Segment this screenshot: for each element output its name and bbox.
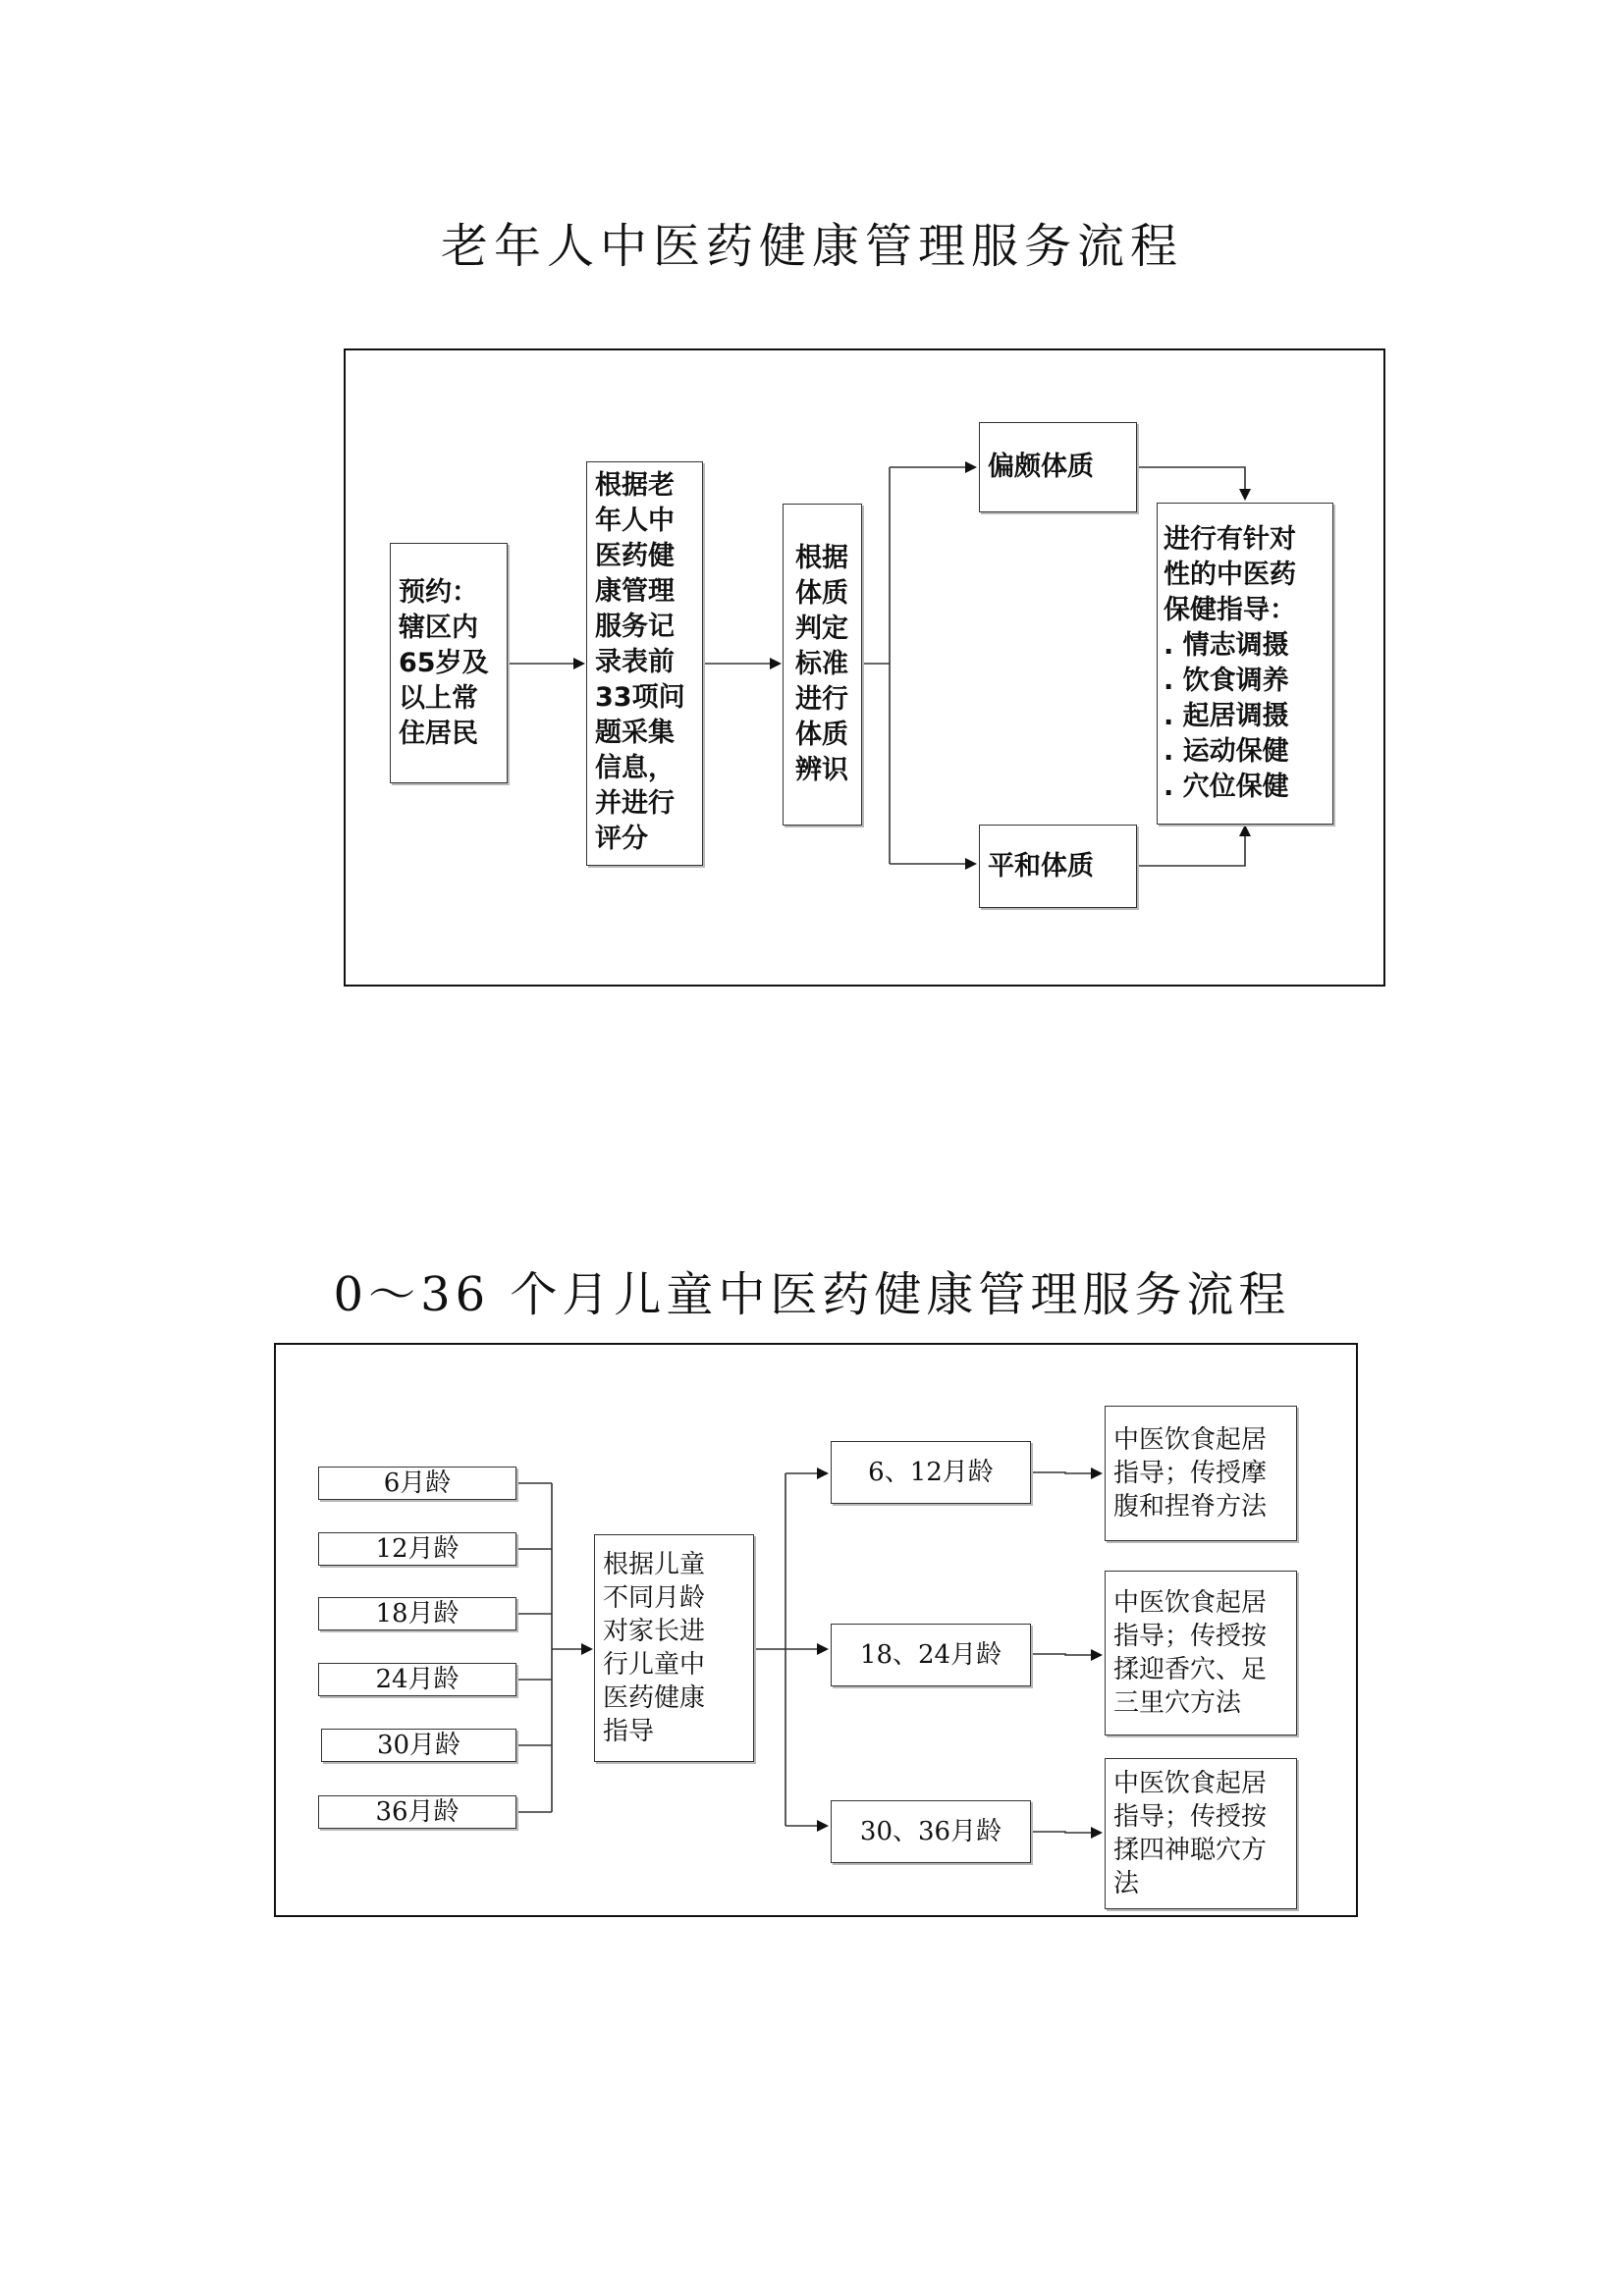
node-collect-line: 33项问 (595, 682, 685, 713)
age-box-18 (318, 1597, 516, 1630)
guide-box-6-12 (1105, 1406, 1297, 1541)
node-collect-line: 并进行 (595, 788, 675, 819)
group-label: 30、36月龄 (859, 1817, 1002, 1846)
age-label: 12月龄 (375, 1534, 460, 1564)
node-balanced-label: 平和体质 (988, 850, 1094, 881)
node-constitution-identify (783, 504, 862, 826)
node-identify-line: 辨识 (795, 755, 848, 785)
node-center-line: 行儿童中 (603, 1650, 706, 1680)
node-identify-line: 体质 (795, 720, 848, 750)
node-appointment-line: 65岁及 (399, 647, 489, 678)
node-identify-line: 判定 (795, 614, 848, 644)
diagram-1-title: 老年人中医药健康管理服务流程 (440, 219, 1183, 274)
age-label: 36月龄 (375, 1797, 460, 1827)
guide-line: 中医饮食起居 (1113, 1588, 1268, 1618)
group-box-18-24 (831, 1624, 1031, 1686)
guide-line: 揉四神聪穴方 (1113, 1836, 1268, 1865)
node-collect-line: 信息， (595, 753, 675, 783)
node-collect-line: 题采集 (595, 718, 675, 748)
node-collect-line: 根据老 (595, 470, 675, 501)
node-collect-info (586, 461, 703, 866)
node-biased-constitution (979, 422, 1137, 512)
age-box-30 (321, 1729, 516, 1762)
node-biased-label: 偏颇体质 (988, 452, 1094, 482)
node-guidance-line: . 穴位保健 (1164, 772, 1289, 802)
node-appointment-line: 以上常 (399, 682, 478, 714)
guide-line: 揉迎香穴、足 (1113, 1655, 1268, 1684)
node-collect-line: 康管理 (595, 576, 675, 607)
guide-line: 指导；传授摩 (1113, 1459, 1268, 1488)
node-appointment-line: 辖区内 (399, 612, 478, 643)
guide-line: 三里穴方法 (1113, 1688, 1242, 1718)
guide-line: 腹和捏脊方法 (1113, 1492, 1268, 1522)
node-collect-line: 医药健 (595, 541, 675, 571)
node-appointment-line: 住居民 (399, 718, 478, 749)
age-box-36 (318, 1795, 516, 1829)
group-box-30-36 (831, 1800, 1031, 1863)
node-collect-line: 年人中 (595, 506, 675, 536)
node-appointment (390, 543, 508, 783)
age-box-24 (318, 1663, 516, 1696)
node-guidance-line: 性的中医药 (1164, 560, 1296, 590)
node-identify-line: 体质 (795, 578, 848, 609)
age-box-12 (318, 1532, 516, 1566)
guide-line: 指导；传授按 (1113, 1802, 1268, 1832)
guide-box-30-36 (1105, 1758, 1297, 1909)
guide-line: 指导；传授按 (1113, 1622, 1268, 1651)
age-label: 30月龄 (376, 1731, 461, 1760)
node-guidance-line: . 饮食调养 (1164, 666, 1289, 696)
age-label: 24月龄 (375, 1665, 460, 1694)
age-label: 18月龄 (375, 1599, 460, 1629)
age-label: 6月龄 (383, 1468, 452, 1498)
node-guidance-line: . 起居调摄 (1164, 701, 1289, 731)
node-appointment-line: 预约： (399, 576, 478, 608)
node-center-line: 指导 (603, 1717, 655, 1746)
node-collect-line: 录表前 (595, 647, 675, 677)
guide-line: 中医饮食起居 (1113, 1769, 1268, 1798)
node-collect-line: 服务记 (595, 612, 675, 642)
node-guidance-line: 保健指导： (1164, 595, 1296, 625)
node-collect-line: 评分 (595, 824, 648, 854)
group-box-6-12 (831, 1441, 1031, 1504)
node-center-line: 对家长进 (603, 1617, 706, 1646)
node-balanced-constitution (979, 825, 1137, 908)
node-guidance-line: . 情志调摄 (1164, 630, 1289, 661)
node-health-guidance (1157, 503, 1333, 825)
node-guidance-line: 进行有针对 (1164, 524, 1296, 555)
node-child-guidance (594, 1534, 754, 1762)
node-center-line: 医药健康 (603, 1683, 706, 1713)
node-identify-line: 根据 (795, 543, 848, 573)
guide-line: 中医饮食起居 (1113, 1425, 1268, 1455)
node-center-line: 不同月龄 (603, 1583, 706, 1613)
node-center-line: 根据儿童 (603, 1550, 706, 1579)
node-guidance-line: . 运动保健 (1164, 736, 1289, 767)
node-identify-line: 进行 (795, 684, 848, 715)
guide-line: 法 (1113, 1869, 1140, 1898)
node-identify-line: 标准 (795, 649, 848, 679)
guide-box-18-24 (1105, 1571, 1297, 1735)
group-label: 18、24月龄 (859, 1640, 1002, 1670)
group-label: 6、12月龄 (868, 1458, 994, 1487)
age-box-6 (318, 1467, 516, 1500)
diagram-2-title: 0～36 个月儿童中医药健康管理服务流程 (333, 1267, 1291, 1322)
